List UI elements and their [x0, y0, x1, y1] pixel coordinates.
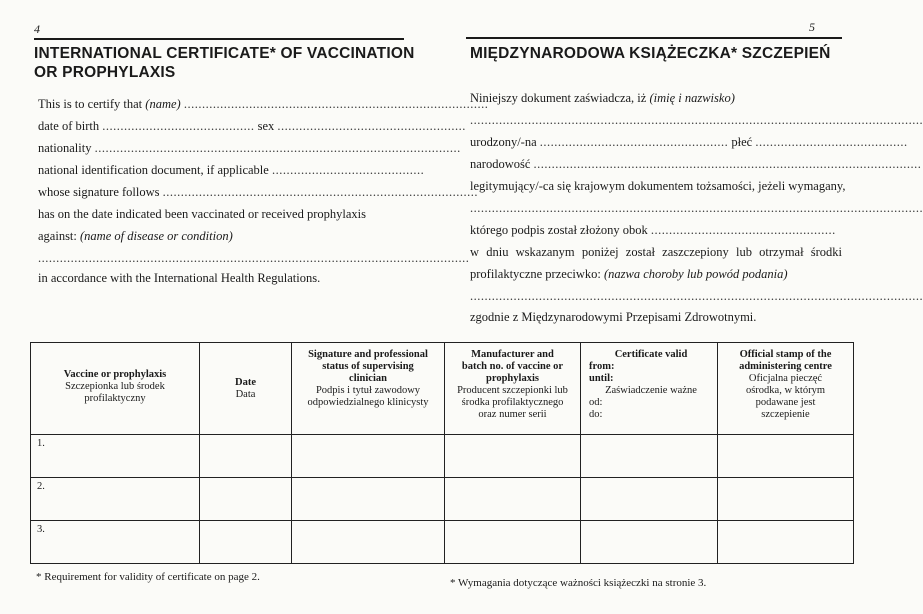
right-vaccinated-text: w dniu wskazanym poniżej został zaszczepiony lub otrzymał środki	[470, 245, 842, 259]
header-manufacturer: Manufacturer and batch no. of vaccine or prophylaxis Producent szczepionki lub środka profilaktycznego oraz numer serii	[445, 343, 581, 435]
date-cell[interactable]	[200, 435, 292, 478]
date-cell[interactable]	[200, 521, 292, 564]
id-doc-label: national identification document, if applicable	[38, 163, 269, 177]
vaccination-table	[30, 342, 854, 564]
manufacturer-cell[interactable]	[445, 435, 581, 478]
right-title: MIĘDZYNARODOWA KSIĄŻECZKA* SZCZEPIEŃ	[470, 45, 831, 62]
header-signature: Signature and professional status of supervising clinician Podpis i tytuł zawodowy odpowiedzialnego klinicysty	[292, 343, 445, 435]
against-label: against:	[38, 229, 77, 243]
right-title-rule	[466, 37, 842, 39]
validity-cell[interactable]	[581, 521, 718, 564]
row-number: 3.	[31, 521, 200, 564]
signature-cell[interactable]	[292, 435, 445, 478]
validity-cell[interactable]	[581, 478, 718, 521]
prophylaxis-label: profilaktyczne przeciwko:	[470, 267, 601, 281]
right-ihr-text: zgodnie z Międzynarodowymi Przepisami Zdrowotnymi.	[470, 310, 757, 324]
right-name-hint: (imię i nazwisko)	[649, 91, 735, 105]
right-nationality-line[interactable]: narodowość ...........................................................................................................	[470, 157, 922, 171]
header-official-stamp: Official stamp of the administering centre Oficjalna pieczęć ośrodka, w którym podawane jest szczepienie	[718, 343, 854, 435]
right-page-number: 5	[809, 20, 815, 34]
right-disease-field[interactable]: .............................................................................................................................	[470, 289, 923, 303]
left-title	[34, 44, 414, 82]
row-number: 2.	[31, 478, 200, 521]
right-born-line[interactable]: urodzony/-na .................................................... płeć ..........................................	[470, 135, 908, 149]
table-row[interactable]	[31, 435, 854, 478]
date-cell[interactable]	[200, 478, 292, 521]
right-id-doc-label: legitymujący/-ca się krajowym dokumentem tożsamości, jeżeli wymagany,	[470, 179, 846, 193]
dob-label: date of birth	[38, 119, 100, 133]
right-sex-label: płeć	[731, 135, 753, 149]
disease-hint: (name of disease or condition)	[80, 229, 233, 243]
right-name-field[interactable]: .............................................................................................................................	[470, 113, 923, 127]
right-signature-label: którego podpis został złożony obok	[470, 223, 648, 237]
stamp-cell[interactable]	[718, 435, 854, 478]
born-label: urodzony/-na	[470, 135, 537, 149]
right-disease-hint: (nazwa choroby lub powód podania)	[603, 267, 788, 281]
right-id-field[interactable]: .............................................................................................................................	[470, 201, 923, 215]
table-row[interactable]	[31, 521, 854, 564]
manufacturer-cell[interactable]	[445, 521, 581, 564]
left-against-line	[38, 228, 400, 244]
right-footnote: * Wymagania dotyczące ważności książeczki na stronie 3.	[450, 577, 707, 589]
left-title-line2: OR PROPHYLAXIS	[34, 64, 176, 81]
header-date: Date Data	[200, 343, 292, 435]
left-dob-line[interactable]: date of birth .......................................... sex ....................................................	[38, 119, 466, 133]
sex-label: sex	[257, 119, 275, 133]
nationality-label: nationality	[38, 141, 92, 155]
vaccinated-text: has on the date indicated been vaccinated or received prophylaxis	[38, 207, 366, 221]
header-certificate-valid: Certificate valid from: until: Zaświadczenie ważne od: do:	[581, 343, 718, 435]
left-title-rule	[34, 38, 404, 40]
left-id-line[interactable]: national identification document, if applicable ..........................................	[38, 163, 425, 177]
left-disease-field[interactable]: .......................................................................................................................	[38, 251, 470, 265]
right-certify-label: Niniejszy dokument zaświadcza, iż	[470, 91, 647, 105]
left-nationality-line[interactable]: nationality .....................................................................................................	[38, 141, 461, 155]
validity-cell[interactable]	[581, 435, 718, 478]
stamp-cell[interactable]	[718, 478, 854, 521]
signature-cell[interactable]	[292, 478, 445, 521]
right-signature-line[interactable]: którego podpis został złożony obok ...................................................	[470, 223, 836, 237]
certify-label: This is to certify that	[38, 97, 143, 111]
left-signature-line[interactable]: whose signature follows .......................................................................................	[38, 185, 479, 199]
name-hint: (name)	[145, 97, 181, 111]
manufacturer-cell[interactable]	[445, 478, 581, 521]
left-footnote: * Requirement for validity of certificate on page 2.	[36, 571, 260, 583]
signature-cell[interactable]	[292, 521, 445, 564]
row-number: 1.	[31, 435, 200, 478]
right-nationality-label: narodowość	[470, 157, 531, 171]
table-row[interactable]	[31, 478, 854, 521]
right-certify-line	[470, 90, 842, 106]
header-vaccine: Vaccine or prophylaxis Szczepionka lub środek profilaktyczny	[31, 343, 200, 435]
stamp-cell[interactable]	[718, 521, 854, 564]
right-prophylaxis-line	[470, 266, 842, 282]
left-name-line[interactable]: This is to certify that (name) ....................................................................................	[38, 97, 489, 111]
table-header-row	[31, 343, 854, 435]
left-page-number: 4	[34, 22, 40, 36]
signature-label: whose signature follows	[38, 185, 160, 199]
left-title-line1: INTERNATIONAL CERTIFICATE* OF VACCINATION	[34, 45, 415, 62]
ihr-text: in accordance with the International Health Regulations.	[38, 271, 321, 285]
